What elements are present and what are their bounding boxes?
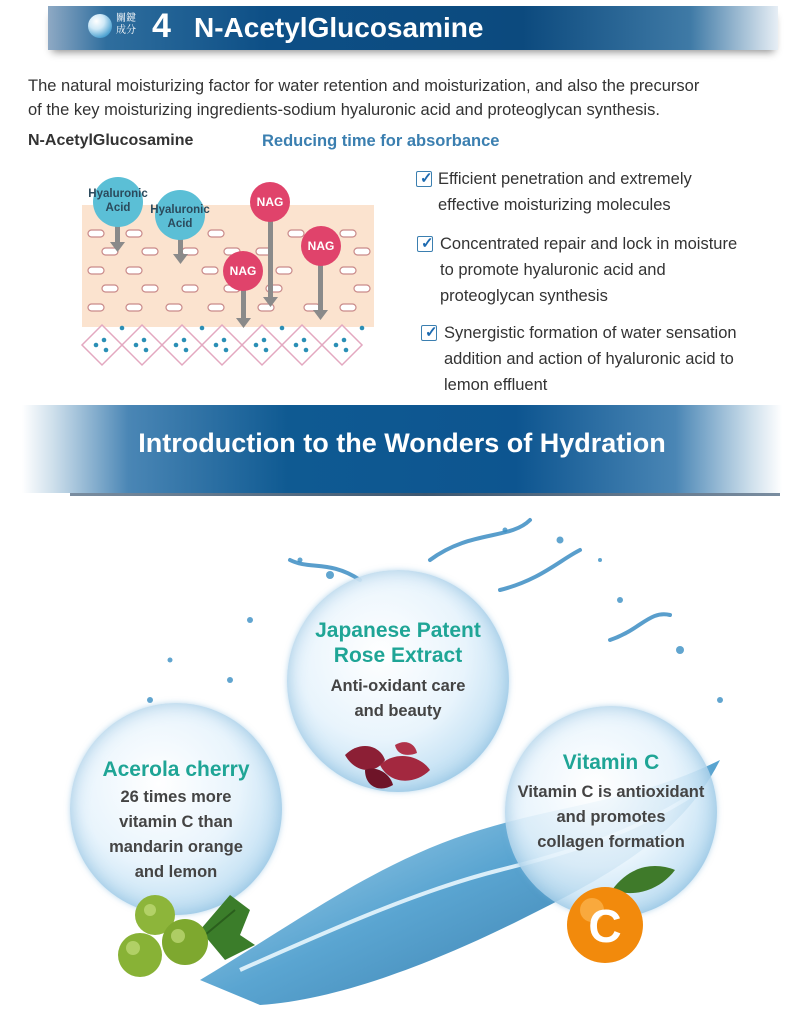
benefit-3-line2: addition and action of hyaluronic acid to <box>444 350 734 368</box>
orange-fruit-icon <box>550 860 680 970</box>
benefit-item-1 <box>438 166 692 218</box>
benefit-3-line3: lemon effluent <box>444 376 548 394</box>
header-tag <box>116 13 136 37</box>
header-tag-line2: 成分 <box>116 25 136 36</box>
rose-text-line1: Anti-oxidant care <box>330 677 466 695</box>
diagram-label-nag: N-AcetylGlucosamine <box>28 132 194 149</box>
dermis-lattice <box>82 325 362 365</box>
hydration-title: Introduction to the Wonders of Hydration <box>138 428 666 458</box>
acerola-text-line3: mandarin orange <box>109 838 243 856</box>
acerola-text-line1: 26 times more <box>120 788 232 806</box>
nag2-label: NAG <box>307 239 335 253</box>
vitc-text-line1: Vitamin C is antioxidant <box>517 783 705 801</box>
ha1-label-line1: Hyaluronic <box>88 188 148 200</box>
intro-line1: The natural moisturizing factor for water retention and moisturization, and also the precursor <box>28 77 700 95</box>
ha1-label-line2: Acid <box>105 202 131 214</box>
section-number: 4 <box>152 7 171 45</box>
nag3-label: NAG <box>229 264 257 278</box>
intro-paragraph <box>28 74 788 122</box>
ha2-label-line2: Acid <box>167 218 193 230</box>
rose-petals-icon <box>335 735 445 795</box>
banner-divider <box>70 493 780 496</box>
ha2-label-line1: Hyaluronic <box>150 204 210 216</box>
header-tag-line1: 關鍵 <box>116 13 136 24</box>
rose-title-line2: Rose Extract <box>333 644 463 667</box>
vitc-text-line2: and promotes <box>556 808 666 826</box>
intro-line2: of the key moisturizing ingredients-sodium hyaluronic acid and proteoglycan synthesis. <box>28 101 660 119</box>
vitamin-c-bubble-title: Vitamin C <box>562 751 660 774</box>
checkbox-icon: ✓ <box>416 171 432 187</box>
rose-bubble-title <box>287 618 509 668</box>
acerola-bubble-text <box>70 785 282 885</box>
benefit-1-line1: Efficient penetration and extremely <box>438 170 692 188</box>
acerola-bubble-title: Acerola cherry <box>102 758 250 781</box>
vitamin-c-bubble-text <box>495 780 727 855</box>
vitamin-c-letter: C <box>588 900 622 952</box>
water-drop-icon <box>88 14 112 38</box>
rose-title-line1: Japanese Patent <box>315 619 481 642</box>
benefit-item-3 <box>444 320 737 398</box>
nag1-label: NAG <box>256 195 284 209</box>
benefit-2-line3: proteoglycan synthesis <box>440 287 608 305</box>
vitc-text-line3: collagen formation <box>537 833 685 851</box>
checkbox-icon: ✓ <box>417 236 433 252</box>
rose-text-line2: and beauty <box>354 702 442 720</box>
section-title: N-AcetylGlucosamine <box>194 12 484 43</box>
acerola-fruit-icon <box>110 890 260 990</box>
acerola-text-line4: and lemon <box>134 863 218 881</box>
benefit-3-line1: Synergistic formation of water sensation <box>444 324 737 342</box>
benefit-2-line1: Concentrated repair and lock in moisture <box>440 235 738 253</box>
benefit-item-2 <box>440 231 737 309</box>
absorption-diagram <box>78 160 398 375</box>
checkbox-icon: ✓ <box>421 325 437 341</box>
benefit-1-line2: effective moisturizing molecules <box>438 196 671 214</box>
benefit-2-line2: to promote hyaluronic acid and <box>440 261 666 279</box>
diagram-label-absorbance: Reducing time for absorbance <box>262 132 500 150</box>
acerola-text-line2: vitamin C than <box>119 813 233 831</box>
rose-bubble-text <box>287 674 509 724</box>
